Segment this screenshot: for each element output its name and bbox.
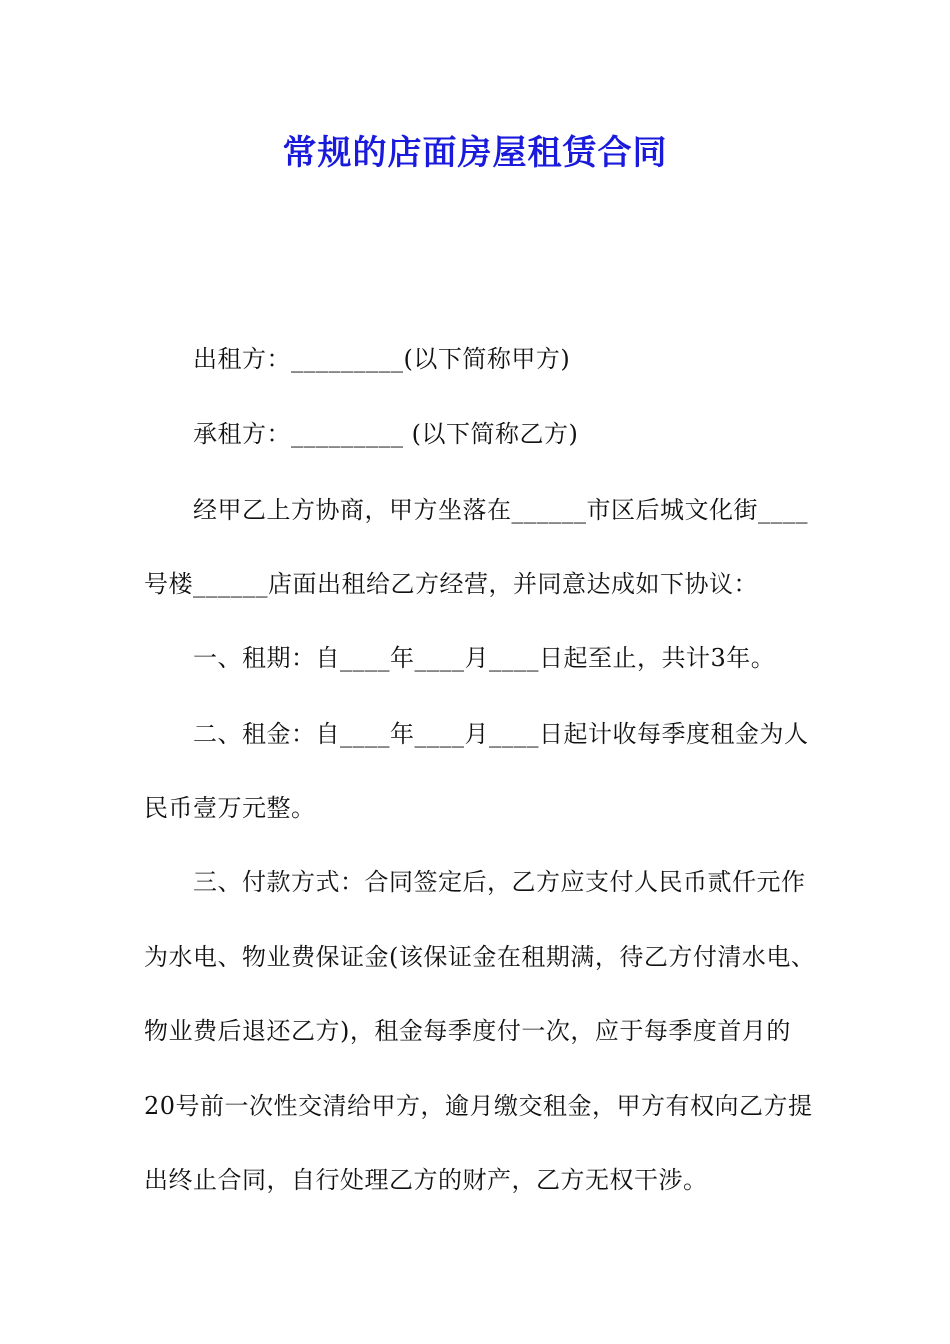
clause-3-payment-line-2: 为水电、物业费保证金(该保证金在租期满，待乙方付清水电、: [144, 943, 816, 971]
clause-3-payment-line-4: 20号前一次性交清给甲方，逾月缴交租金，甲方有权向乙方提: [144, 1092, 813, 1120]
document-title: 常规的店面房屋租赁合同: [282, 133, 668, 173]
lessor-line: 出租方：_________(以下简称甲方): [193, 345, 571, 373]
clause-2-rent-line-2: 民币壹万元整。: [144, 794, 316, 822]
clause-3-payment-line-3: 物业费后退还乙方)，租金每季度付一次，应于每季度首月的: [144, 1017, 791, 1045]
clause-2-rent-line-1: 二、租金：自____年____月____日起计收每季度租金为人: [193, 720, 809, 748]
lessee-line: 承租方：_________ (以下简称乙方): [193, 420, 579, 448]
clause-3-payment-line-5: 出终止合同，自行处理乙方的财产，乙方无权干涉。: [144, 1166, 708, 1194]
intro-line-2: 号楼______店面出租给乙方经营，并同意达成如下协议：: [144, 570, 758, 598]
clause-3-payment-line-1: 三、付款方式：合同签定后，乙方应支付人民币贰仟元作: [193, 868, 806, 896]
clause-1-term: 一、租期：自____年____月____日起至止，共计3年。: [193, 644, 776, 672]
intro-line-1: 经甲乙上方协商，甲方坐落在______市区后城文化街____: [193, 496, 808, 524]
